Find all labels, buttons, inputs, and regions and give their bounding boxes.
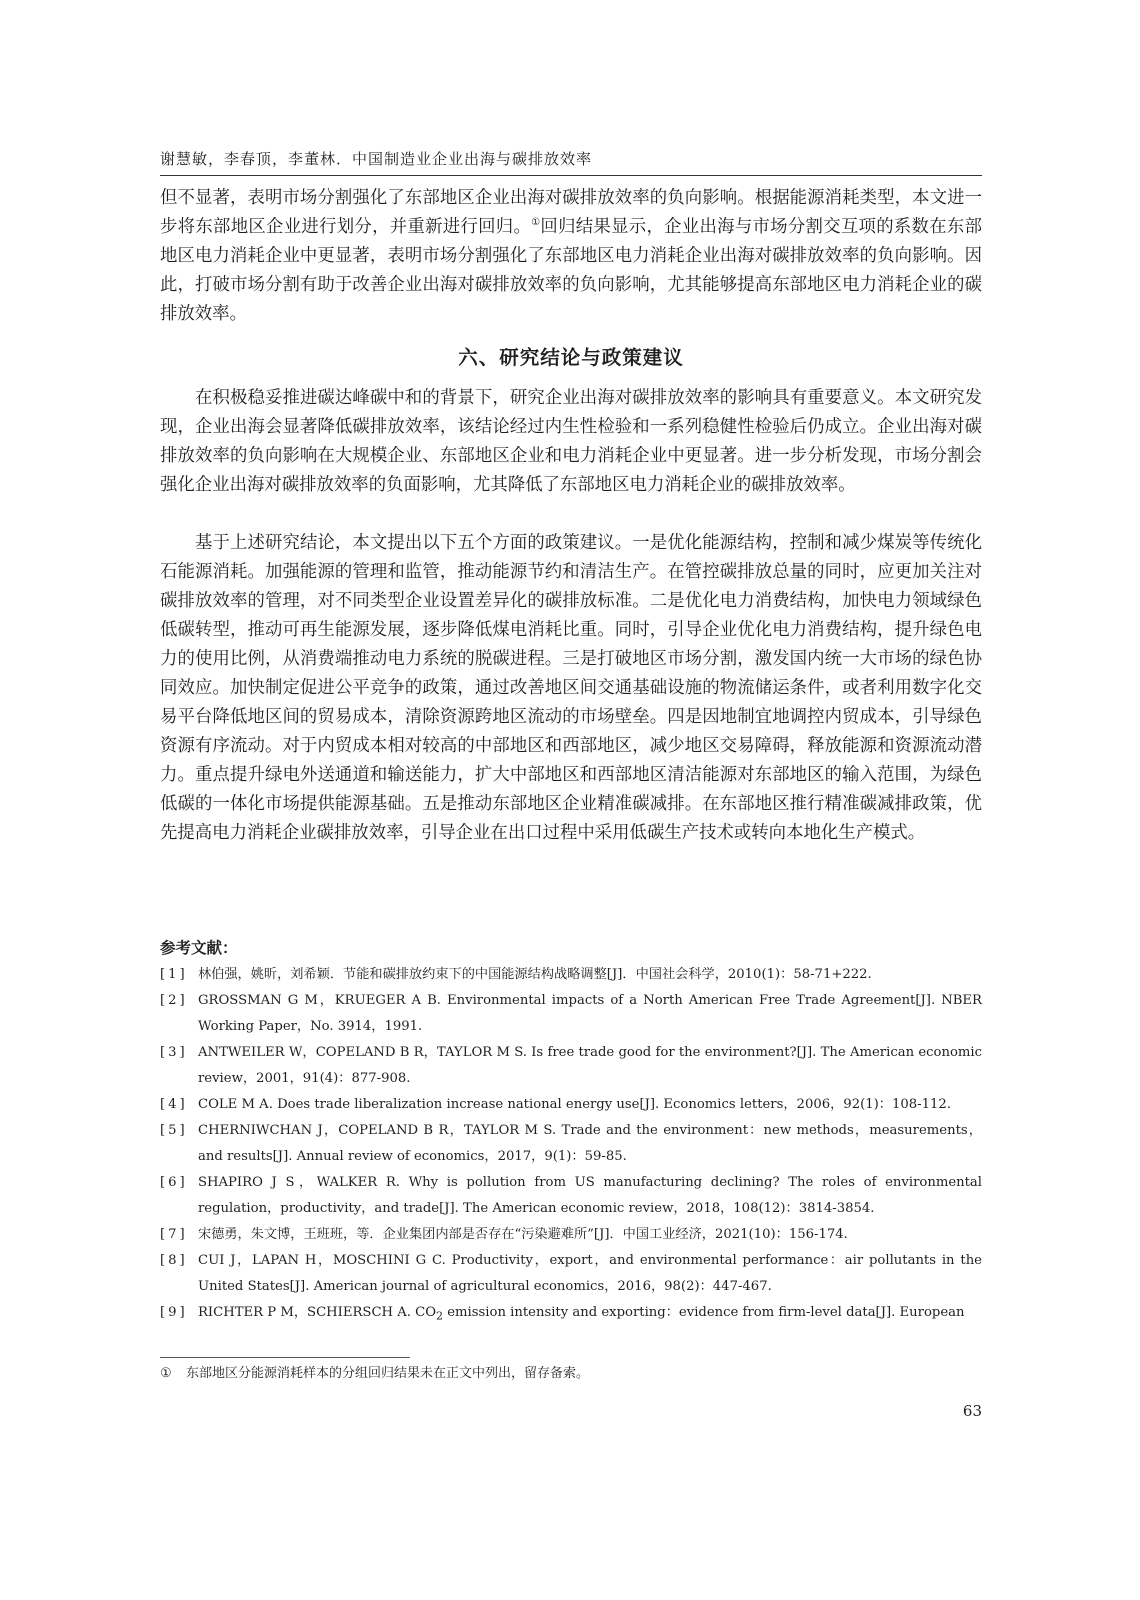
footnote [160, 1363, 589, 1385]
reference-text: SHAPIRO J S，WALKER R. Why is pollution from US manufacturing declining? The roles of environmental regulation，productivity，and trade[J]. The American economic review，2018，108(12)：3814-3854. [198, 1175, 982, 1216]
header-rule [160, 175, 982, 176]
paragraph-2: 在积极稳妥推进碳达峰碳中和的背景下，研究企业出海对碳排放效率的影响具有重要意义。本文研究发现，企业出海会显著降低碳排放效率，该结论经过内生性检验和一系列稳健性检验后仍成立。企业出海对碳排放效率的负向影响在大规模企业、东部地区企业和电力消耗企业中更显著。进一步分析发现，市场分割会强化企业出海对碳排放效率的负面影响，尤其降低了东部地区电力消耗企业的碳排放效率。 [160, 388, 982, 495]
reference-text: CUI J，LAPAN H，MOSCHINI G C. Productivity，export，and environmental performance：air pollutants in the United States[J]. American journal of agricultural economics，2016，98(2)：447-467. [198, 1253, 982, 1294]
reference-item [160, 1248, 982, 1300]
reference-number: [3] [160, 1045, 188, 1060]
reference-item [160, 1170, 982, 1222]
page-number: 63 [962, 1402, 982, 1420]
reference-number: [8] [160, 1253, 188, 1268]
reference-text: CHERNIWCHAN J，COPELAND B R，TAYLOR M S. Trade and the environment：new methods，measurements，and results[J]. Annual review of economics，2017，9(1)：59-85. [198, 1123, 982, 1164]
reference-item [160, 1040, 982, 1092]
paragraph-1-text: 但不显著，表明市场分割强化了东部地区企业出海对碳排放效率的负向影响。根据能源消耗类型，本文进一步将东部地区企业进行划分，并重新进行回归。 [160, 188, 982, 237]
reference-text: ANTWEILER W，COPELAND B R，TAYLOR M S. Is free trade good for the environment?[J]. The American economic review，2001，91(4)：877-908. [198, 1045, 982, 1086]
reference-text-continued: emission intensity and exporting：evidence from firm-level data[J]. European [443, 1305, 965, 1320]
running-header: 谢慧敏，李春顶，李董林．中国制造业企业出海与碳排放效率 [160, 150, 593, 168]
footnote-rule [160, 1357, 410, 1358]
reference-text: COLE M A. Does trade liberalization increase national energy use[J]. Economics letters，2006，92(1)：108-112. [198, 1097, 951, 1112]
footnote-text: 东部地区分能源消耗样本的分组回归结果未在正文中列出，留存备索。 [186, 1366, 590, 1381]
footnote-reference[interactable]: ① [531, 217, 541, 229]
reference-number: [1] [160, 967, 188, 982]
subscript-2: 2 [436, 1309, 444, 1323]
reference-item [160, 962, 982, 988]
reference-text: 宋德勇，朱文博，王班班，等．企业集团内部是否存在“污染避难所”[J]．中国工业经济，2021(10)：156-174. [198, 1227, 848, 1242]
reference-item [160, 988, 982, 1040]
reference-text: 林伯强，姚昕，刘希颖．节能和碳排放约束下的中国能源结构战略调整[J]．中国社会科学，2010(1)：58-71+222. [198, 967, 872, 982]
section-heading: 六、研究结论与政策建议 [458, 346, 684, 369]
references-title: 参考文献： [160, 939, 238, 957]
references-list [160, 962, 982, 1330]
paragraph-3: 基于上述研究结论，本文提出以下五个方面的政策建议。一是优化能源结构，控制和减少煤炭等传统化石能源消耗。加强能源的管理和监管，推动能源节约和清洁生产。在管控碳排放总量的同时，应更加关注对碳排放效率的管理，对不同类型企业设置差异化的碳排放标准。二是优化电力消费结构，加快电力领域绿色低碳转型，推动可再生能源发展，逐步降低煤电消耗比重。同时，引导企业优化电力消费结构，提升绿色电力的使用比例，从消费端推动电力系统的脱碳进程。三是打破地区市场分割，激发国内统一大市场的绿色协同效应。加快制定促进公平竞争的政策，通过改善地区间交通基础设施的物流储运条件，或者利用数字化交易平台降低地区间的贸易成本，清除资源跨地区流动的市场壁垒。四是因地制宜地调控内贸成本，引导绿色资源有序流动。对于内贸成本相对较高的中部地区和西部地区，减少地区交易障碍，释放能源和资源流动潜力。重点提升绿电外送通道和输送能力，扩大中部地区和西部地区清洁能源对东部地区的输入范围，为绿色低碳的一体化市场提供能源基础。五是推动东部地区企业精准碳减排。在东部地区推行精准碳减排政策，优先提高电力消耗企业碳排放效率，引导企业在出口过程中采用低碳生产技术或转向本地化生产模式。 [160, 533, 982, 843]
reference-number: [5] [160, 1123, 188, 1138]
reference-number: [9] [160, 1305, 188, 1320]
reference-text: GROSSMAN G M，KRUEGER A B. Environmental impacts of a North American Free Trade Agreement[J]. NBER Working Paper，No. 3914，1991. [198, 993, 982, 1034]
reference-number: [6] [160, 1175, 188, 1190]
reference-item [160, 1118, 982, 1170]
paragraph-1 [160, 184, 982, 329]
footnote-mark: ① [160, 1366, 172, 1381]
reference-number: [2] [160, 993, 188, 1008]
reference-number: [4] [160, 1097, 188, 1112]
reference-number: [7] [160, 1227, 188, 1242]
paragraph-1-text-continued: 回归结果显示，企业出海与市场分割交互项的系数在东部地区电力消耗企业中更显著，表明市场分割强化了东部地区电力消耗企业出海对碳排放效率的负向影响。因此，打破市场分割有助于改善企业出海对碳排放效率的负向影响，尤其能够提高东部地区电力消耗企业的碳排放效率。 [160, 217, 982, 324]
reference-text: RICHTER P M，SCHIERSCH A. CO [198, 1305, 437, 1320]
reference-item [160, 1092, 982, 1118]
reference-item [160, 1300, 982, 1330]
reference-item [160, 1222, 982, 1248]
